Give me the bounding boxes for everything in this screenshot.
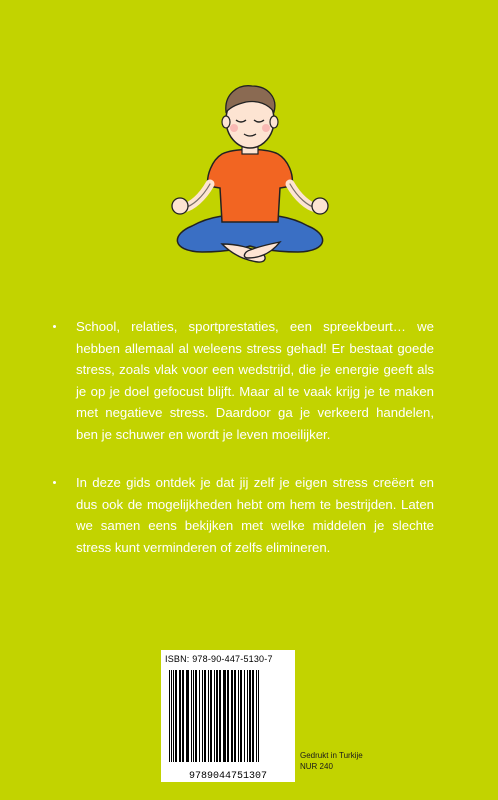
blurb-paragraph-1: School, relaties, sportprestaties, een spreekbeurt… we hebben allemaal al weleens stress gehad! Er bestaat goede stress, zoals vlak voor een wedstrijd, die je energie geeft als je op je doel gefocust blijft. Maar al te vaak krijg je te maken met negatieve stress. Daardoor ga je verkeerd handelen, ben je schuwer en wordt je leven moeilijker. — [76, 319, 434, 442]
isbn-label: ISBN: 978-90-447-5130-7 — [165, 654, 273, 664]
right-hand — [312, 198, 328, 214]
bullet-1 — [53, 325, 56, 328]
shirt — [208, 150, 293, 223]
barcode-box — [161, 650, 295, 782]
printed-in: Gedrukt in Turkije — [300, 751, 363, 760]
barcode-digits: 9789044751307 — [188, 771, 268, 782]
right-ear — [270, 116, 278, 128]
bullet-2 — [53, 481, 56, 484]
left-hand — [172, 198, 188, 214]
meditating-boy-illustration — [162, 76, 338, 276]
left-ear — [222, 116, 230, 128]
nur-code: NUR 240 — [300, 762, 333, 771]
print-info — [300, 750, 363, 772]
barcode-icon — [161, 668, 295, 782]
blurb-paragraph-2: In deze gids ontdek je dat jij zelf je eigen stress creëert en dus ook de mogelijkheden hebt om hem te bestrijden. Laten we samen eens bekijken met welke middelen je slechte stress kunt verminderen of zelfs elimineren. — [76, 475, 434, 555]
